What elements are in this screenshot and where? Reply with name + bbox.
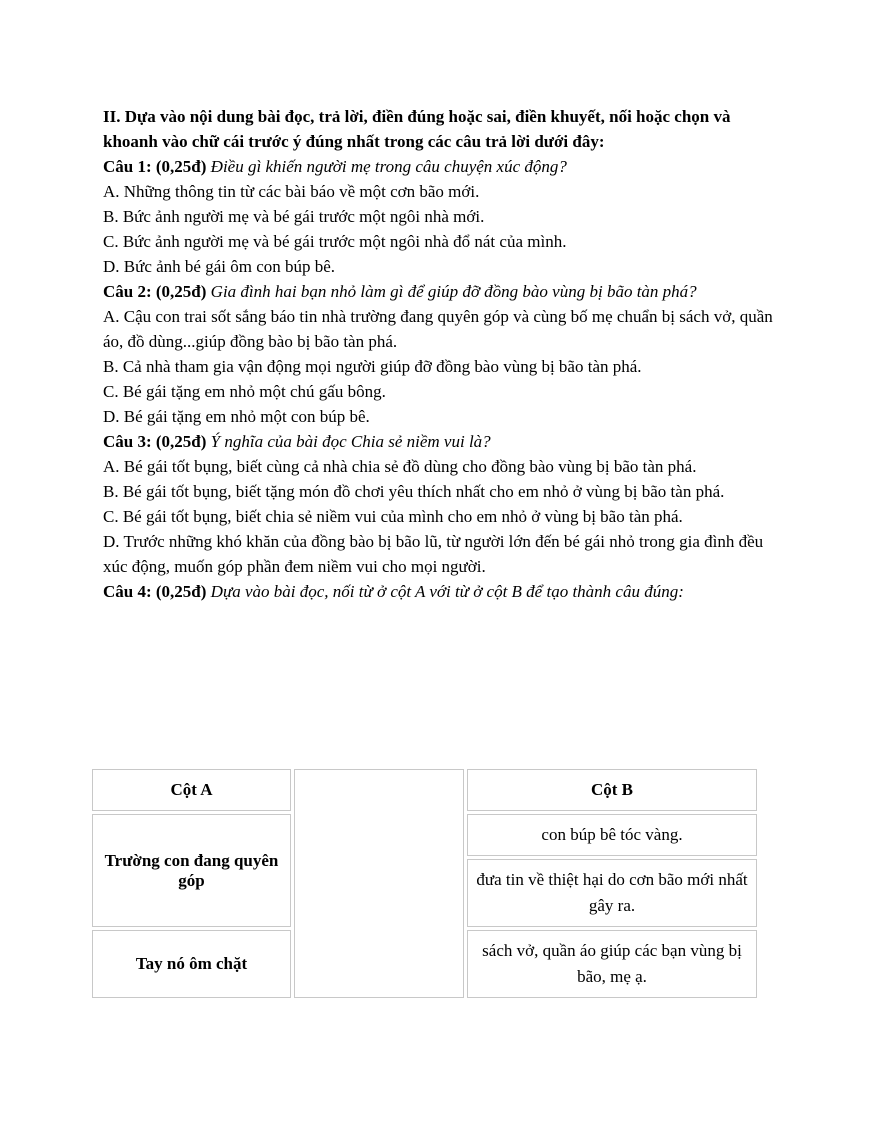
option-c: C. Bức ảnh người mẹ và bé gái trước một ngôi nhà đổ nát của mình. [103,232,567,251]
option-b: B. Cả nhà tham gia vận động mọi người giúp đỡ đồng bào vùng bị bão tàn phá. [103,357,642,376]
col-a-item: Tay nó ôm chặt [92,930,291,998]
option-b: B. Bé gái tốt bụng, biết tặng món đồ chơi yêu thích nhất cho em nhỏ ở vùng bị bão tàn phá. [103,482,725,501]
question-label: Câu 2: (0,25đ) [103,282,207,301]
option-d: D. Trước những khó khăn của đồng bào bị bão lũ, từ người lớn đến bé gái nhỏ trong gia đình đều xúc động, muốn góp phần đem niềm vui cho mọi người. [103,532,764,576]
question-text: Gia đình hai bạn nhỏ làm gì để giúp đỡ đồng bào vùng bị bão tàn phá? [210,282,697,301]
question-4 [103,579,775,604]
question-2 [103,279,775,429]
col-b-item: sách vở, quần áo giúp các bạn vùng bị bão, mẹ ạ. [467,930,757,998]
option-b: B. Bức ảnh người mẹ và bé gái trước một ngôi nhà mới. [103,207,485,226]
option-c: C. Bé gái tặng em nhỏ một chú gấu bông. [103,382,386,401]
question-1 [103,154,775,279]
option-a: A. Cậu con trai sốt sắng báo tin nhà trường đang quyên góp và cùng bố mẹ chuẩn bị sách vở, quần áo, đồ dùng...giúp đồng bào bị bão tàn phá. [103,307,773,351]
header-col-b: Cột B [467,769,757,811]
question-text: Ý nghĩa của bài đọc Chia sẻ niềm vui là? [210,432,491,451]
option-a: A. Những thông tin từ các bài báo về một cơn bão mới. [103,182,480,201]
option-a: A. Bé gái tốt bụng, biết cùng cả nhà chia sẻ đồ dùng cho đồng bào vùng bị bão tàn phá. [103,457,697,476]
col-b-item: con búp bê tóc vàng. [467,814,757,856]
col-a-item: Trường con đang quyên góp [92,814,291,927]
document-body [103,104,775,604]
section-heading: II. Dựa vào nội dung bài đọc, trả lời, điền đúng hoặc sai, điền khuyết, nối hoặc chọn và khoanh vào chữ cái trước ý đúng nhất trong các câu trả lời dưới đây: [103,107,731,151]
connector-column [294,769,464,998]
option-d: D. Bé gái tặng em nhỏ một con búp bê. [103,407,370,426]
option-c: C. Bé gái tốt bụng, biết chia sẻ niềm vui của mình cho em nhỏ ở vùng bị bão tàn phá. [103,507,683,526]
question-label: Câu 1: (0,25đ) [103,157,207,176]
header-col-a: Cột A [92,769,291,811]
option-d: D. Bức ảnh bé gái ôm con búp bê. [103,257,336,276]
question-text: Dựa vào bài đọc, nối từ ở cột A với từ ở cột B để tạo thành câu đúng: [210,582,684,601]
question-3 [103,429,775,579]
col-b-item: đưa tin về thiệt hại do cơn bão mới nhất gây ra. [467,859,757,927]
question-label: Câu 4: (0,25đ) [103,582,207,601]
matching-table [89,766,760,1001]
question-label: Câu 3: (0,25đ) [103,432,207,451]
question-text: Điều gì khiến người mẹ trong câu chuyện xúc động? [210,157,567,176]
